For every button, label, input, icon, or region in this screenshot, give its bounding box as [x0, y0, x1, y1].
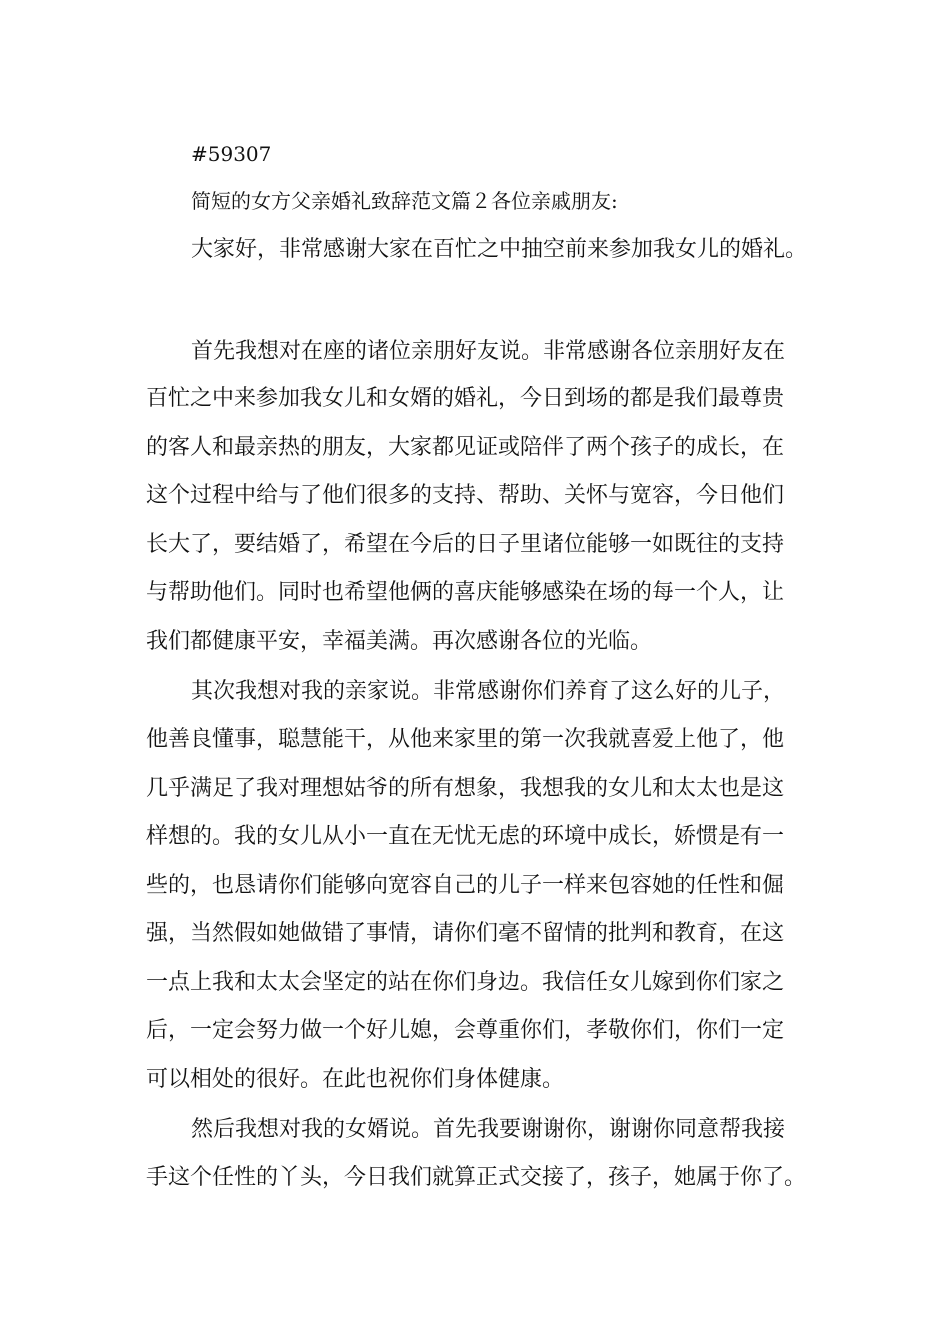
paragraph-3-line-2: 他善良懂事，聪慧能干，从他来家里的第一次我就喜爱上他了，他: [146, 727, 785, 752]
paragraph-2-line-1: 首先我想对在座的诸位亲朋好友说。非常感谢各位亲朋好友在: [191, 339, 786, 364]
paragraph-3-line-8: 后，一定会努力做一个好儿媳，会尊重你们，孝敬你们，你们一定: [146, 1018, 785, 1043]
paragraph-4-line-2: 手这个任性的丫头，今日我们就算正式交接了，孩子，她属于你了。: [146, 1165, 807, 1190]
paragraph-3-line-4: 样想的。我的女儿从小一直在无忧无虑的环境中成长，娇惯是有一: [146, 824, 785, 849]
paragraph-3-line-1: 其次我想对我的亲家说。非常感谢你们养育了这么好的儿子，: [191, 679, 786, 704]
paragraph-2-line-4: 这个过程中给与了他们很多的支持、帮助、关怀与宽容，今日他们: [146, 483, 785, 508]
paragraph-3-line-6: 强，当然假如她做错了事情，请你们毫不留情的批判和教育，在这: [146, 921, 785, 946]
paragraph-3-line-5: 些的，也恳请你们能够向宽容自己的儿子一样来包容她的任性和倔: [146, 873, 785, 898]
document-id: #59307: [191, 142, 272, 166]
paragraph-3-line-3: 几乎满足了我对理想姑爷的所有想象，我想我的女儿和太太也是这: [146, 776, 785, 801]
paragraph-2-line-2: 百忙之中来参加我女儿和女婿的婚礼，今日到场的都是我们最尊贵: [146, 386, 785, 411]
paragraph-1-line-1: 大家好，非常感谢大家在百忙之中抽空前来参加我女儿的婚礼。: [191, 237, 808, 262]
document-title: 简短的女方父亲婚礼致辞范文篇２各位亲戚朋友:: [191, 189, 618, 213]
paragraph-2-line-3: 的客人和最亲热的朋友，大家都见证或陪伴了两个孩子的成长，在: [146, 435, 785, 460]
paragraph-3-line-7: 一点上我和太太会坚定的站在你们身边。我信任女儿嫁到你们家之: [146, 970, 785, 995]
paragraph-2-line-7: 我们都健康平安，幸福美满。再次感谢各位的光临。: [146, 629, 653, 654]
paragraph-3-line-9: 可以相处的很好。在此也祝你们身体健康。: [146, 1067, 565, 1092]
paragraph-4-line-1: 然后我想对我的女婿说。首先我要谢谢你，谢谢你同意帮我接: [191, 1117, 786, 1142]
paragraph-2-line-5: 长大了，要结婚了，希望在今后的日子里诸位能够一如既往的支持: [146, 532, 785, 557]
paragraph-2-line-6: 与帮助他们。同时也希望他俩的喜庆能够感染在场的每一个人，让: [146, 580, 785, 605]
